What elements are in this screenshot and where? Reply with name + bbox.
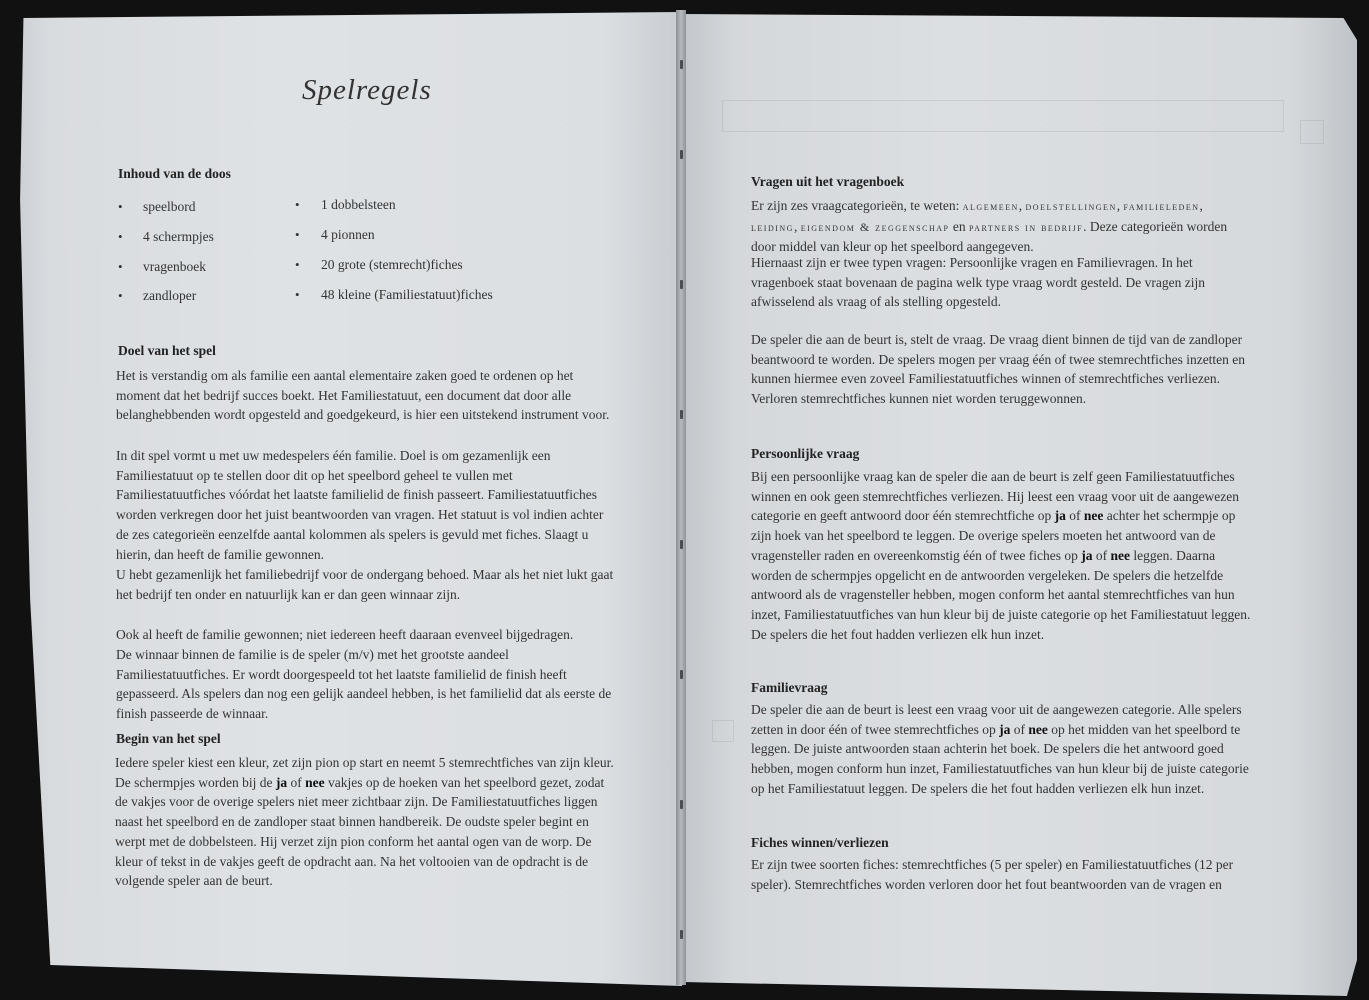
text-run: achter het schermpje op zijn hoek van het speelbord te leggen. De overige spelers moeten het antwoord van de vragensteller raden en overeenkomstig één of twee fiches op <box>751 508 1236 563</box>
paragraph: Het is verstandig om als familie een aantal elementaire zaken goed te ordenen op het moment dat het bedrijf succes boekt. Het Familiestatuut, een document dat door alle belanghebbenden wordt opgesteld and goedgekeurd, is hier een uitstekend instrument voor. <box>116 368 610 423</box>
paragraph: Hiernaast zijn er twee typen vragen: Persoonlijke vragen en Familievragen. In het vragenboek staat bovenaan de pagina welk type vraag wordt gesteld. De vragen zijn afwisselend als vraag of als stelling opgesteld. <box>751 255 1205 310</box>
chips-heading: Fiches winnen/verliezen <box>751 835 889 850</box>
personal-heading: Persoonlijke vraag <box>751 446 860 461</box>
bold-nee: nee <box>1083 508 1104 524</box>
list-item: speelbord <box>143 199 196 214</box>
bullet: • <box>118 259 123 274</box>
list-item: vragenboek <box>143 259 206 274</box>
stitch-mark <box>680 60 683 69</box>
list-item: 1 dobbelsteen <box>321 197 396 212</box>
list-item: 20 grote (stemrecht)fiches <box>321 257 463 272</box>
page-title: Spelregels <box>302 74 432 106</box>
list-item: 48 kleine (Familiestatuut)fiches <box>321 287 493 302</box>
paragraph: De speler die aan de beurt is, stelt de vraag. De vraag dient binnen de tijd van de zandloper beantwoord te worden. De spelers mogen per vraag één of twee stemrechtfiches inzetten en kunnen hiermee even zoveel Familiestatuutfiches winnen of stemrechtfiches verliezen. Verloren stemrechtfiches kunnen niet worden teruggewonnen. <box>751 332 1246 407</box>
stitch-mark <box>680 800 683 809</box>
text-run: op het midden van het speelbord te leggen. De juiste antwoorden staan achterin het boek. De spelers die het antwoord goed hebben, mogen conform hun inzet, Familiestatuutfiches van hun kleur bij de juiste categorie op het Familiestatuut leggen. De spelers die het fout hadden verliezen elk hun inzet. <box>751 721 1249 796</box>
show-through-grid <box>712 720 734 742</box>
bullet: • <box>295 227 300 242</box>
paragraph: In dit spel vormt u met uw medespelers één familie. Doel is om gezamenlijk een Familiestatuut op te stellen door dit op het speelbord geheel te vullen met Familiestatuutfiches vóórdat het laatste familielid de finish passeert. Familiestatuutfiches worden verkregen door het juist beantwoorden van vragen. Het statuut is vol indien achter de zes categorieën eenzelfde aantal kolommen als spelers is gevuld met fiches. Slaagt u hierin, dan heeft de familie gewonnen. <box>116 448 604 562</box>
bullet: • <box>118 229 123 244</box>
text-run: of <box>1092 547 1111 563</box>
text-run: . Deze categorieën worden door middel van kleur op het speelbord aangegeven. <box>751 218 1228 255</box>
category-label: familieleden <box>1123 199 1200 213</box>
paragraph: U hebt gezamenlijk het familiebedrijf voor de ondergang behoed. Maar als het niet lukt gaat het bedrijf ten onder en natuurlijk kan er dan geen winnaar zijn. <box>116 567 614 602</box>
show-through-grid <box>1300 120 1324 144</box>
stitch-mark <box>680 150 683 159</box>
text-run: of <box>1065 508 1084 524</box>
bold-ja: ja <box>1081 547 1093 563</box>
bold-nee: nee <box>1028 721 1048 737</box>
contents-heading: Inhoud van de doos <box>118 166 231 181</box>
bold-nee: nee <box>1110 547 1130 563</box>
stitch-mark <box>680 280 683 289</box>
bullet: • <box>118 288 123 303</box>
stitch-mark <box>680 670 683 679</box>
bold-ja: ja <box>1054 508 1066 524</box>
bullet: • <box>295 257 300 272</box>
paragraph: Er zijn twee soorten fiches: stemrechtfiches (5 per speler) en Familiestatuutfiches (12 per speler). Stemrechtfiches worden verloren door het fout beantwoorden van de vragen en <box>751 857 1234 892</box>
list-item: 4 pionnen <box>321 227 375 242</box>
bold-ja: ja <box>275 774 288 790</box>
stitch-mark <box>680 410 683 419</box>
text-run: Bij een persoonlijke vraag kan de speler die aan de beurt is zelf geen Familiestatuutfiches winnen en ook geen stemrechtfiches verliezen. Hij leest een vraag voor uit de aangewezen categorie en geeft antwoord door één stemrechtfiche op <box>751 469 1240 524</box>
category-label: eigendom & zeggenschap <box>800 219 950 234</box>
category-label: algemeen <box>962 199 1019 213</box>
text-run: of <box>1010 721 1029 737</box>
bold-nee: nee <box>305 774 325 790</box>
category-label: doelstellingen <box>1025 199 1117 213</box>
text-run: vakjes op de hoeken van het speelbord gezet, zodat de vakjes voor de overige spelers niet meer zichtbaar zijn. De Familiestatuutfiches liggen naast het speelbord en de zandloper staat binnen handbereik. De oudste speler begint en werpt met de dobbelsteen. Hij verzet zijn pion conform het aantal ogen van de worp. De kleur of tekst in de vakjes geeft de opdracht aan. Na het voltooien van de opdracht is de volgende speler aan de beurt. <box>115 774 605 889</box>
stitch-mark <box>680 540 683 549</box>
show-through-grid <box>722 100 1284 132</box>
bullet: • <box>295 287 300 302</box>
family-heading: Familievraag <box>751 680 828 695</box>
start-heading: Begin van het spel <box>116 731 221 746</box>
text-run: Er zijn zes vraagcategorieën, te weten: <box>751 198 963 213</box>
paragraph: De winnaar binnen de familie is de speler (m/v) met het grootste aandeel Familiestatuutfiches. Er wordt doorgespeeld tot het laatste familielid de finish heeft gepasseerd. Als spelers dan nog een gelijk aandeel hebben, is het familielid dat als eerste de finish passeerde de winnaar. <box>116 647 612 722</box>
paragraph: Er zijn zes vraagcategorieën, te weten: algemeen, doelstellingen, familieleden, leiding, eigendom & zeggenschap en partners in bedrijf. Deze categorieën worden door middel van kleur op het speelbord aangegeven. <box>751 198 1228 255</box>
category-label: leiding <box>751 219 794 234</box>
bullet: • <box>118 199 123 214</box>
paragraph: Ook al heeft de familie gewonnen; niet iedereen heeft daaraan evenveel bijgedragen. <box>116 627 574 642</box>
paragraph <box>751 467 1251 644</box>
text-run: of <box>287 774 306 790</box>
questions-heading: Vragen uit het vragenboek <box>751 174 905 189</box>
goal-heading: Doel van het spel <box>118 343 216 358</box>
text-run: De speler die aan de beurt is leest een vraag voor uit de aangewezen categorie. Alle spelers zetten in door één of twee stemrechtfiches op <box>751 702 1242 737</box>
text-run: en <box>949 218 969 234</box>
paragraph <box>115 753 615 891</box>
text-run: leggen. Daarna worden de schermpjes opgelicht en de antwoorden vergeleken. De spelers die hetzelfde antwoord als de vragensteller hebben, mogen conform het aantal stemrechtfiches van hun inzet, Familiestatuutfiches van hun kleur bij de juiste categorie op het Familiestatuut leggen. <box>751 547 1251 622</box>
text-run: De spelers die het fout hadden verliezen elk hun inzet. <box>751 626 1045 642</box>
text-run: Iedere speler kiest een kleur, zet zijn pion op start en neemt 5 stemrechtfiches van zijn kleur. De schermpjes worden bij de <box>115 755 614 790</box>
list-item: 4 schermpjes <box>143 229 214 244</box>
bullet: • <box>295 197 300 212</box>
stitch-mark <box>680 930 683 939</box>
category-label: partners in bedrijf <box>968 219 1084 234</box>
bold-ja: ja <box>999 721 1011 737</box>
paragraph <box>751 700 1251 799</box>
list-item: zandloper <box>143 288 197 303</box>
